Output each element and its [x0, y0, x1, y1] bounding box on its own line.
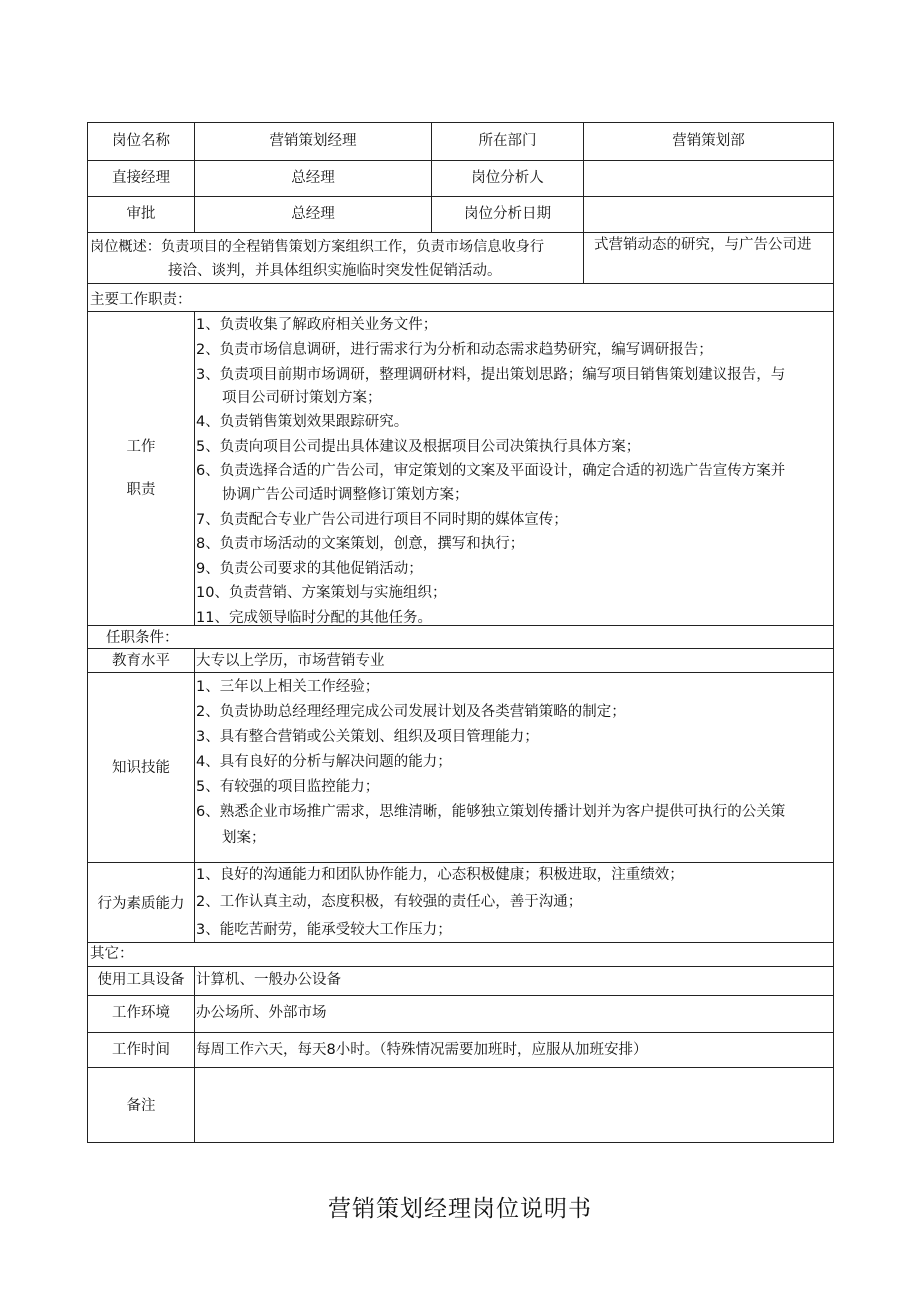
label-analyst: 岗位分析人 [471, 170, 544, 186]
other-section-label: 其它： [90, 946, 134, 962]
behavior-item: 1、良好的沟通能力和团队协作能力，心态积极健康；积极进取，注重绩效； [196, 867, 684, 883]
requirements-section-label: 任职条件： [106, 630, 179, 646]
rule [194, 966, 195, 1143]
rule [87, 311, 834, 312]
rule [87, 942, 834, 943]
education-value: 大专以上学历，市场营销专业 [196, 653, 385, 669]
skill-item: 6、熟悉企业市场推广需求，思维清晰，能够独立策划传播计划并为客户提供可执行的公关策 [196, 804, 786, 820]
duty-item: 11、完成领导临时分配的其他任务。 [196, 610, 432, 626]
rule [87, 122, 834, 123]
rule [87, 196, 834, 197]
duty-item: 5、负责向项目公司提出具体建议及根据项目公司决策执行具体方案； [196, 439, 641, 455]
skill-item: 3、具有整合营销或公关策划、组织及项目管理能力； [196, 729, 539, 745]
rule [87, 283, 834, 284]
env-value: 办公场所、外部市场 [196, 1005, 327, 1021]
tools-value: 计算机、一般办公设备 [196, 972, 341, 988]
tools-label: 使用工具设备 [97, 972, 185, 988]
duty-item: 10、负责营销、方案策划与实施组织； [196, 585, 447, 601]
skill-item: 划案； [222, 830, 266, 846]
time-value: 每周工作六天，每天8小时。（特殊情况需要加班时，应服从加班安排） [196, 1042, 648, 1058]
skill-item: 5、有较强的项目监控能力； [196, 779, 380, 795]
label-approval: 审批 [126, 206, 156, 222]
skill-item: 2、负责协助总经理经理完成公司发展计划及各类营销策略的制定； [196, 704, 626, 720]
behavior-label: 行为素质能力 [97, 896, 185, 912]
duty-item: 8、负责市场活动的文案策划，创意，撰写和执行； [196, 536, 525, 552]
duty-item: 3、负责项目前期市场调研，整理调研材料，提出策划思路；编写项目销售策划建议报告，与 [196, 367, 786, 383]
label-department: 所在部门 [478, 133, 537, 149]
rule [87, 160, 834, 161]
rule [87, 966, 834, 967]
duty-item: 2、负责市场信息调研，进行需求行为分析和动态需求趋势研究，编写调研报告； [196, 342, 713, 358]
rule [87, 1142, 834, 1143]
rule [87, 995, 834, 996]
duty-item: 协调广告公司适时调整修订策划方案； [222, 487, 469, 503]
rule [87, 1067, 834, 1068]
label-analysis-date: 岗位分析日期 [464, 206, 551, 222]
document-title: 营销策划经理岗位说明书 [328, 1196, 592, 1222]
duty-item: 6、负责选择合适的广告公司，审定策划的文案及平面设计，确定合适的初选广告宣传方案并 [196, 463, 786, 479]
skill-item: 1、三年以上相关工作经验； [196, 679, 380, 695]
overview-line-2: 接洽、谈判，并具体组织实施临时突发性促销活动。 [168, 263, 502, 279]
behavior-item: 3、能吃苦耐劳，能承受较大工作压力； [196, 922, 452, 938]
duties-label-line-2: 职责 [126, 482, 156, 498]
env-label: 工作环境 [112, 1005, 170, 1021]
time-label: 工作时间 [112, 1042, 170, 1058]
duties-label-line-1: 工作 [126, 439, 156, 455]
rule [87, 672, 834, 673]
rule [87, 648, 834, 649]
position-name-value: 营销策划经理 [269, 133, 357, 149]
approval-value: 总经理 [291, 206, 335, 222]
rule [194, 648, 195, 943]
duty-item: 1、负责收集了解政府相关业务文件； [196, 317, 438, 333]
skills-label: 知识技能 [112, 760, 170, 776]
direct-manager-value: 总经理 [291, 170, 335, 186]
education-label: 教育水平 [112, 653, 170, 669]
overview-line-1: 岗位概述：负责项目的全程销售策划方案组织工作，负责市场信息收身行 [90, 239, 545, 255]
label-direct-manager: 直接经理 [112, 170, 170, 186]
duty-item: 项目公司研讨策划方案； [222, 390, 382, 406]
skill-item: 4、具有良好的分析与解决问题的能力； [196, 754, 452, 770]
duty-item: 7、负责配合专业广告公司进行项目不同时期的媒体宣传； [196, 512, 568, 528]
remarks-label: 备注 [126, 1098, 156, 1114]
rule [87, 232, 834, 233]
duty-item: 9、负责公司要求的其他促销活动； [196, 561, 423, 577]
rule [194, 311, 195, 626]
department-value: 营销策划部 [672, 133, 745, 149]
duty-item: 4、负责销售策划效果跟踪研究。 [196, 414, 409, 430]
rule [833, 122, 834, 1143]
rule [87, 862, 834, 863]
overview-right: 式营销动态的研究，与广告公司进 [594, 237, 812, 253]
behavior-item: 2、工作认真主动，态度积极，有较强的责任心，善于沟通； [196, 894, 583, 910]
label-position-name: 岗位名称 [112, 133, 170, 149]
duties-section-label: 主要工作职责： [90, 292, 192, 308]
rule [87, 1032, 834, 1033]
rule [87, 122, 88, 1143]
